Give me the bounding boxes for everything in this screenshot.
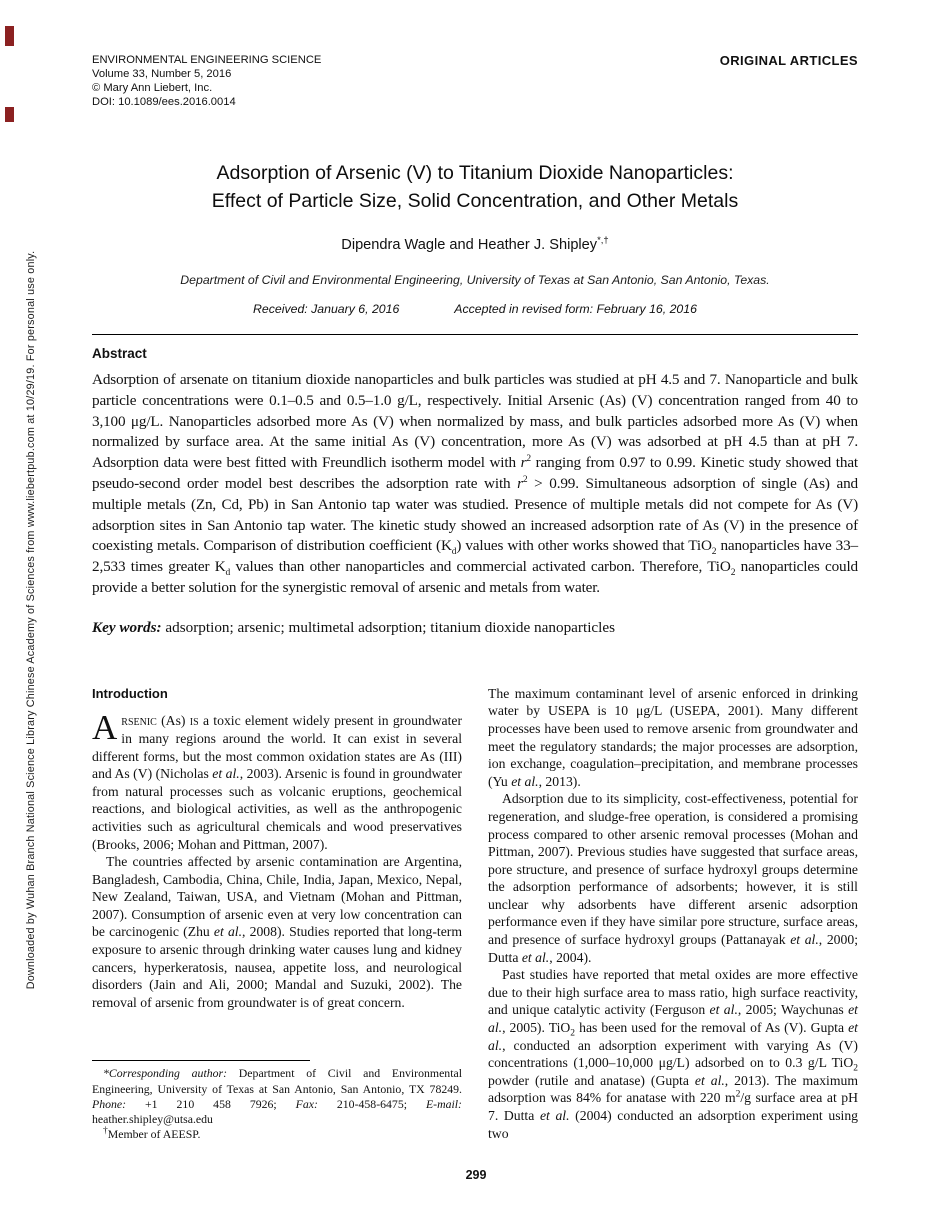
page-header: [92, 0, 858, 109]
edge-mark-bottom: [5, 107, 14, 122]
received-date: Received: January 6, 2016: [253, 302, 400, 316]
author-names: Dipendra Wagle and Heather J. Shipley*,†: [341, 235, 609, 253]
article-type-label: ORIGINAL ARTICLES: [719, 53, 858, 68]
corresponding-author-note: *Corresponding author: Department of Civil and Environmental Engineering, University of Texas at San Antonio, San Antonio, TX 78249. Phone: +1 210 458 7926; Fax: 210-458-6475; E-mail: heather.shipley@utsa.edu: [92, 1066, 463, 1127]
accepted-date: Accepted in revised form: February 16, 2016: [454, 302, 697, 316]
download-notice-rotated: Downloaded by Wuhan Branch National Science Library Chinese Academy of Sciences from www.liebertpub.com at 10/29/19. For personal use only.: [25, 250, 37, 990]
article-title-line1: Adsorption of Arsenic (V) to Titanium Dioxide Nanoparticles:: [216, 162, 734, 184]
journal-doi-line: DOI: 10.1089/ees.2016.0014: [92, 96, 236, 108]
membership-note: †Member of AEESP.: [103, 1126, 201, 1142]
intro-paragraph-2: The countries affected by arsenic contamination are Argentina, Bangladesh, Cambodia, China, Chile, India, Japan, Mexico, Nepal, New Zealand, Taiwan, USA, and Vietnam (Mohan and Pittman, 2007). Consumption of arsenic even at very low concentration can be carcinogenic (Zhu et al., 2008). Studies reported that long-term exposure to arsenic through drinking water causes lung and kidney cancers, hyperkeratosis, nausea, appetite loss, and neurological disorders (Jain and Ali, 2000; Mandal and Suzuki, 2002). The removal of arsenic from groundwater is of great concern.: [92, 854, 462, 1010]
page-content: [92, 0, 858, 1143]
journal-name: ENVIRONMENTAL ENGINEERING SCIENCE: [92, 54, 322, 66]
footnote-divider: [92, 1060, 310, 1061]
footnote-block: [92, 1060, 462, 1142]
body-paragraph-4: Adsorption due to its simplicity, cost-effectiveness, potential for regeneration, and sludge-free operation, is considered a promising process compared to other arsenic removal processes (Mohan and Pittman, 2007). Previous studies have suggested that surface areas, pore structure, and presence of surface hydroxyl groups determine the adsorption performance of adsorbents; however, it is still unclear why adsorbents have different arsenic adsorption performance even if they have similar pore structure, surface areas, and presence of surface hydroxyl groups (Pattanayak et al., 2000; Dutta et al., 2004).: [488, 791, 859, 965]
edge-mark-top: [5, 26, 14, 46]
abstract-top-rule: [92, 334, 858, 335]
keywords-line: [92, 619, 858, 637]
journal-volume-line: Volume 33, Number 5, 2016: [92, 68, 232, 80]
article-title: [92, 159, 858, 215]
body-paragraph-5: Past studies have reported that metal oxides are more effective due to their high surface area to mass ratio, high surface reactivity, and unique catalytic activity (Ferguson et al., 2005; Waychunas et al., 2005). TiO$_2$ has been used for the removal of As (V). Gupta et al., conducted an adsorption experiment with varying As (V) concentrations (1,000–10,000 μg/L) adsorbed on to 0.3 g/L TiO$_2$ powder (rutile and anatase) (Gupta et al., 2013). The maximum adsorption was 84% for anatase with 220 $m^2/g$ surface area at pH 7. Dutta et al. (2004) conducted an adsorption experiment using two: [488, 967, 859, 1141]
article-body-columns: [92, 685, 858, 1143]
keywords-label: Key words:: [92, 618, 162, 636]
abstract-text: Adsorption of arsenate on titanium dioxide nanoparticles and bulk particles was studied at pH 4.5 and 7. Nanoparticle and bulk particle concentrations were 0.1–0.5 and 0.5–1.0 g/L, respectively. Initial Arsenic (As) (V) concentration ranged from 40 to 3,100 μg/L. Nanoparticles adsorbed more As (V) when normalized by mass, and bulk particles adsorbed more As (V) when normalized by surface area. At the same initial As (V) concentration, more As (V) was adsorbed at pH 4.5 than at pH 7. Adsorption data were best fitted with Freundlich isotherm model with $r^2$ ranging from 0.97 to 0.99. Kinetic study showed that pseudo-second order model best describes the adsorption rate with $r^2 > 0.99$. Simultaneous adsorption of single (As) and multiple metals (Zn, Cd, Pb) in San Antonio tap water was studied. Presence of multiple metals did not compete for As (V) adsorption sites in San Antonio tap water. The kinetic study showed an increased adsorption rate of As (V) in the presence of coexisting metals. Comparison of distribution coefficient $(K_d)$ values with other works showed that TiO$_2$ nanoparticles have 33–2,533 times greater $K_d$ values than other nanoparticles and commercial activated carbon. Therefore, TiO$_2$ nanoparticles could provide a better solution for the synergistic removal of arsenic and metals from water.: [92, 371, 859, 596]
intro-paragraph-1: Arsenic (As) is a toxic element widely present in groundwater in many regions around the world. It can exist in several different forms, but the most common oxidation states are As (III) and As (V) (Nicholas et al., 2003). Arsenic is found in groundwater from natural processes such as volcanic eruptions, geochemical reactions, and biological activities, as well as the anthropogenic activities such as agricultural chemicals and wood preservatives (Brooks, 2006; Mohan and Pittman, 2007).: [92, 708, 462, 852]
left-column: [92, 685, 462, 1143]
article-dates: [92, 302, 858, 316]
keywords-text: adsorption; arsenic; multimetal adsorption; titanium dioxide nanoparticles: [161, 618, 616, 636]
abstract-heading: Abstract: [92, 346, 147, 361]
journal-copyright-line: © Mary Ann Liebert, Inc.: [92, 82, 213, 94]
journal-info-block: [92, 53, 321, 109]
author-affiliation: Department of Civil and Environmental Engineering, University of Texas at San Antonio, San Antonio, Texas.: [180, 273, 770, 287]
body-paragraph-3: The maximum contaminant level of arsenic enforced in drinking water by USEPA is 10 μg/L (USEPA, 2001). Many different processes have been used to remove arsenic from groundwater and meet the regulatory standards; the major processes are adsorption, ion exchange, coagulation–precipitation, and membrane processes (Yu et al., 2013).: [488, 685, 858, 789]
page-number: 299: [465, 1168, 487, 1182]
introduction-heading: Introduction: [92, 685, 168, 701]
right-column: [488, 685, 858, 1143]
article-title-line2: Effect of Particle Size, Solid Concentration, and Other Metals: [211, 190, 739, 212]
